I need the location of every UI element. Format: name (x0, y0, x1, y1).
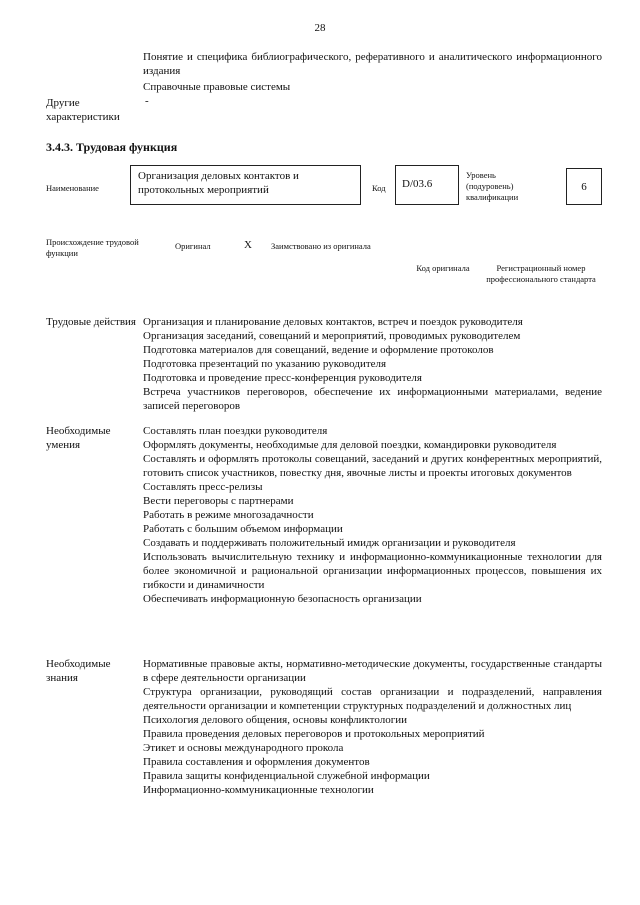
skill-item: Обеспечивать информационную безопасность организации (143, 593, 422, 605)
skill-item: Оформлять документы, необходимые для деловой поездки, командировки руководителя (143, 439, 557, 451)
skill-item: Составлять план поездки руководителя (143, 425, 328, 437)
action-item: Организация заседаний, совещаний и мероприятий, проводимых руководителем (143, 330, 521, 342)
skills-list (143, 424, 602, 606)
skills-label: Необходимые умения (46, 425, 111, 451)
page-number: 28 (314, 22, 326, 34)
skill-item: Работать в режиме многозадачности (143, 509, 314, 521)
knowledge-item: Этикет и основы международного прокола (143, 742, 344, 754)
action-item: Подготовка и проведение пресс-конференция руководителя (143, 372, 422, 384)
section-title: 3.4.3. Трудовая функция (46, 140, 178, 154)
code-box (395, 165, 459, 205)
skill-item: Работать с большим объемом информации (143, 523, 343, 535)
code-value: D/03.6 (402, 178, 433, 190)
level-label: Уровень (подуровень) квалификации (466, 170, 519, 202)
knowledge-item: Структура организации, руководящий состав организации и подразделений, направления деятельности организации и компетенции структурных подразделений и должностных лиц (143, 686, 602, 712)
other-characteristics-value: - (145, 95, 149, 107)
knowledge-item: Информационно-коммуникационные технологии (143, 784, 374, 796)
skill-item: Составлять и оформлять протоколы совещаний, заседаний и других конферентных мероприятий, готовить список участников, повестку дня, явочные листы и проекты итоговых документов (143, 453, 602, 479)
reg-number-label: Регистрационный номер профессионального стандарта (486, 263, 596, 284)
knowledge-item: Правила защиты конфиденциальной служебной информации (143, 770, 430, 782)
level-value: 6 (581, 181, 587, 193)
level-box (566, 168, 602, 205)
code-label: Код (372, 183, 386, 193)
knowledge-item: Правила проведения деловых переговоров и протокольных мероприятий (143, 728, 485, 740)
actions-list (143, 315, 602, 413)
skill-item: Использовать вычислительную технику и информационно-коммуникационные технологии для более экономичной и рациональной организации информационных процессов, повышения их гибкости и динамичности (143, 551, 602, 591)
origin-label: Происхождение трудовой функции (46, 237, 139, 258)
knowledge-item: Психология делового общения, основы конфликтологии (143, 714, 407, 726)
actions-label: Трудовые действия (46, 316, 136, 328)
skill-item: Вести переговоры с партнерами (143, 495, 294, 507)
top-line-2: Справочные правовые системы (143, 81, 291, 93)
other-characteristics-label: Другие характеристики (46, 97, 120, 123)
borrowed-label: Заимствовано из оригинала (271, 241, 371, 251)
code-original-label: Код оригинала (416, 263, 470, 273)
action-item: Подготовка презентаций по указанию руководителя (143, 358, 387, 370)
skill-item: Составлять пресс-релизы (143, 481, 263, 493)
knowledge-label: Необходимые знания (46, 658, 111, 684)
knowledge-item: Нормативные правовые акты, нормативно-методические документы, государственные стандарты в сфере деятельности организации (143, 658, 602, 684)
function-name: Организация деловых контактов и протокольных мероприятий (138, 170, 299, 196)
original-label: Оригинал (175, 241, 211, 251)
action-item: Встреча участников переговоров, обеспечение их информационными материалами, ведение записей переговоров (143, 386, 602, 412)
skill-item: Создавать и поддерживать положительный имидж организации и руководителя (143, 537, 516, 549)
action-item: Организация и планирование деловых контактов, встреч и поездок руководителя (143, 316, 523, 328)
knowledge-list (143, 657, 602, 797)
name-label: Наименование (46, 183, 99, 193)
function-name-box (130, 165, 361, 205)
original-mark: X (244, 239, 252, 251)
knowledge-item: Правила составления и оформления документов (143, 756, 370, 768)
action-item: Подготовка материалов для совещаний, ведение и оформление протоколов (143, 344, 494, 356)
top-line-1: Понятие и специфика библиографического, реферативного и аналитического информационного издания (143, 51, 602, 77)
